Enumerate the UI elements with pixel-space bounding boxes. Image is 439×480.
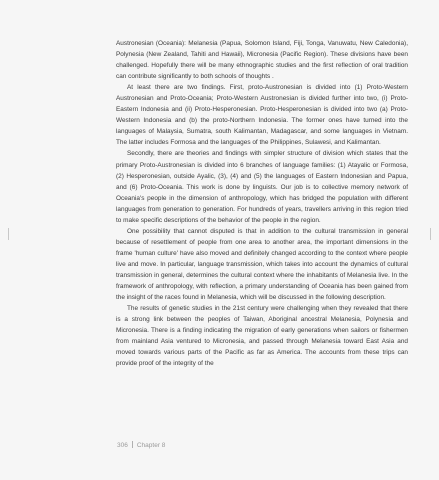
body-text <box>116 38 408 369</box>
page-number: 306 <box>117 442 128 449</box>
page-footer <box>117 441 165 449</box>
chapter-label: Chapter 8 <box>136 442 166 449</box>
crop-mark-right <box>430 228 431 240</box>
footer-divider <box>132 441 133 448</box>
paragraph: The results of genetic studies in the 21st century were challenging when they revealed that there is a strong link between the peoples of Taiwan, Aboriginal ancestral Melanesia, Polynesia and Micronesia. There is a finding indicating the migration of early generations when sailors or fishermen from mainland Asia ventured to Micronesia, and passed through Melanesia toward East Asia and moved towards various parts of the Pacific as far as America. The accounts from these trips can provide proof of the integrity of the <box>116 305 408 368</box>
paragraph: At least there are two findings. First, proto-Austronesian is divided into (1) Proto-Western Austronesian and Proto-Oceania; Proto-Western Austronesian is divided further into two, (i) Proto-Eastern Indonesia and (ii) Proto-Hesperonesian. Proto-Hesperonesian is divided into two (a) Proto-Western Indonesia and (b) the proto-Northern Indonesia. The former ones have turned into the languages of Malaysia, Sumatra, south Kalimantan, Madagascar, and some languages in Vietnam. The latter includes Formosa and the languages of the Philippines, Sulawesi, and Kalimantan. <box>116 84 408 147</box>
paragraph: One possibility that cannot disputed is that in addition to the cultural transmission in general because of resettlement of people from one area to another area, the important dimensions in the frame 'human culture' have also moved and definitely changed according to the context where people live and move. In particular, language transmission, which takes into account the dynamics of cultural transmission in general, determines the cultural context where the inhabitants of Melanesia live. In the framework of anthropology, with reflection, a primary understanding of Oceania has been gained from the insight of the races found in Melanesia, which will be discussed in the following description. <box>116 227 408 302</box>
paragraph: Secondly, there are theories and findings with simpler structure of division which states that the primary Proto-Austronesian is divided into 6 branches of language families: (1) Atayalic or Formosa, (2) Hesperonesian, outside Ayalic, (3), (4) and (5) the languages of Eastern Indonesian and Papua, and (6) Proto-Oceania. This work is done by linguists. Our job is to collective memory network of Oceania's people in the dimension of anthropology, which has bridged the population with different languages from generation to generation. For hundreds of years, travellers arriving in this region tried to make specific descriptions of the behavior of the people in the region. <box>116 150 408 224</box>
paragraph: Austronesian (Oceania): Melanesia (Papua, Solomon Island, Fiji, Tonga, Vanuwatu, New Caledonia), Polynesia (New Zealand, Tahiti and Hawaii), Micronesia (Pacific Region). These divisions have been challenged. Hopefully there will be many ethnographic studies and the first reflection of oral tradition can contribute significantly to both schools of thoughts . <box>116 40 408 81</box>
crop-mark-left <box>8 228 9 240</box>
